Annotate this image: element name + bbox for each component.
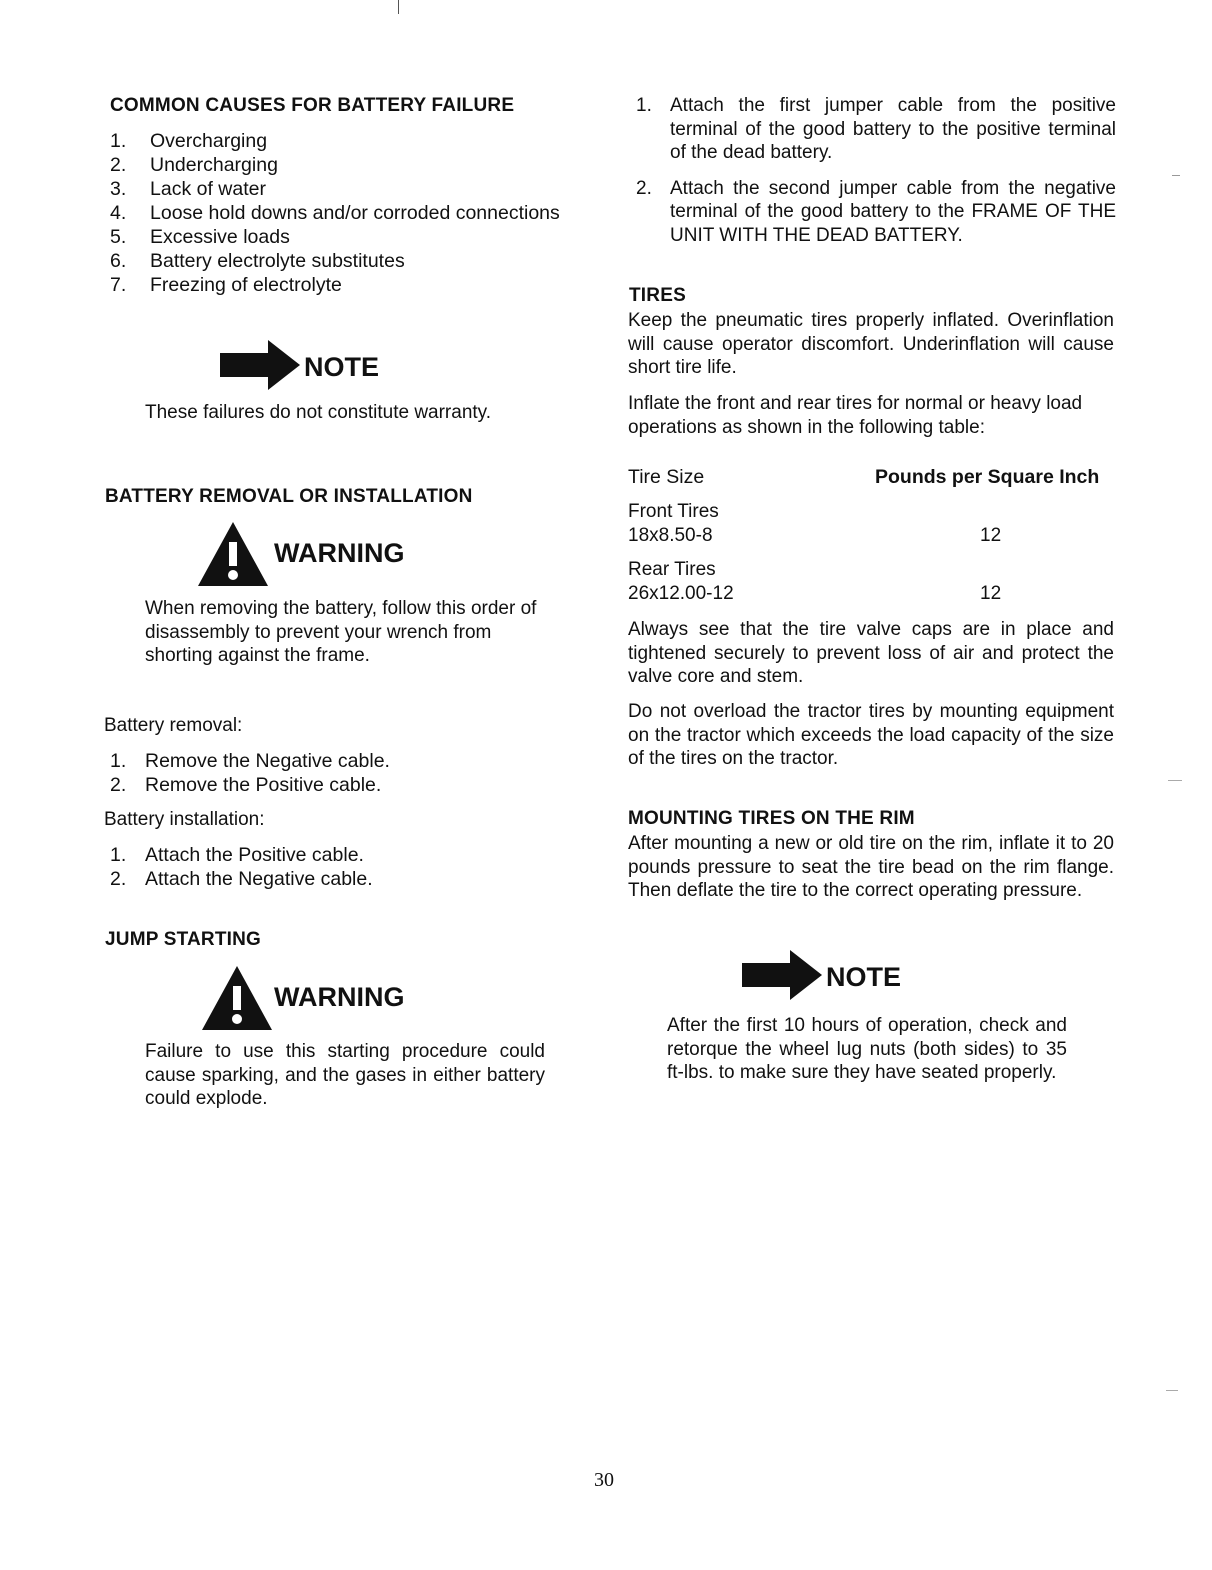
note-text: After the first 10 hours of operation, check and retorque the wheel lug nuts (both sides) to 35 ft-lbs. to make sure they have seated properly. bbox=[667, 1015, 1067, 1083]
list-item: 2. Remove the Positive cable. bbox=[110, 774, 382, 796]
warning-callout bbox=[196, 520, 405, 593]
list-item: 7. Freezing of electrolyte bbox=[110, 274, 342, 296]
mounting-text: After mounting a new or old tire on the rim, inflate it to 20 pounds pressure to seat the tire bead on the rim flange. Then deflate the tire to the correct operating pressure. bbox=[628, 833, 1114, 901]
table-header bbox=[628, 466, 1118, 489]
table-row: Rear Tires bbox=[628, 559, 716, 580]
jump-heading: JUMP STARTING bbox=[105, 929, 262, 950]
removal-label: Battery removal: bbox=[104, 715, 243, 736]
jump-steps bbox=[636, 94, 1116, 259]
mounting-heading: MOUNTING TIRES ON THE RIM bbox=[628, 808, 915, 829]
list-item: 5. Excessive loads bbox=[110, 226, 290, 248]
note-text: These failures do not constitute warranty. bbox=[145, 402, 492, 423]
warning-label: WARNING bbox=[274, 982, 405, 1012]
note-label: NOTE bbox=[826, 962, 902, 992]
list-item: 2. Attach the second jumper cable from the negative terminal of the good battery to the FRAME OF THE UNIT WITH THE DEAD BATTERY. bbox=[636, 177, 1116, 246]
causes-heading: COMMON CAUSES FOR BATTERY FAILURE bbox=[110, 95, 515, 116]
warning-triangle-icon bbox=[200, 964, 274, 1037]
tires-paragraph: Do not overload the tractor tires by mounting equipment on the tractor which exceeds the load capacity of the size of the tires on the tractor. bbox=[628, 701, 1114, 769]
scan-mark bbox=[1172, 175, 1180, 176]
warning-callout bbox=[200, 964, 405, 1037]
warning-label: WARNING bbox=[274, 538, 405, 568]
tires-paragraph: Inflate the front and rear tires for normal or heavy load operations as shown in the following table: bbox=[628, 393, 1083, 438]
list-item: 6. Battery electrolyte substitutes bbox=[110, 250, 405, 272]
list-item: 1. Attach the first jumper cable from the positive terminal of the good battery to the positive terminal of the dead battery. bbox=[636, 95, 1116, 163]
list-item: 1. Remove the Negative cable. bbox=[110, 750, 390, 772]
warning-text: When removing the battery, follow this order of disassembly to prevent your wrench from shorting against the frame. bbox=[145, 598, 537, 666]
table-row: Front Tires bbox=[628, 501, 719, 522]
table-row: 26x12.00-12 12 bbox=[628, 582, 1002, 604]
scan-mark bbox=[398, 0, 399, 14]
tires-heading: TIRES bbox=[629, 285, 686, 306]
column-header: Tire Size bbox=[628, 466, 705, 488]
note-label: NOTE bbox=[304, 352, 380, 382]
list-item: 1. Overcharging bbox=[110, 130, 268, 152]
tire-table bbox=[628, 466, 1118, 605]
warning-text: Failure to use this starting procedure could cause sparking, and the gases in either battery could explode. bbox=[145, 1041, 545, 1109]
note-callout bbox=[742, 950, 901, 1005]
warning-triangle-icon bbox=[196, 520, 270, 593]
table-row: 18x8.50-8 12 bbox=[628, 524, 1002, 546]
tires-paragraph: Keep the pneumatic tires properly inflated. Overinflation will cause operator discomfort. Underinflation will cause short tire life. bbox=[628, 310, 1114, 378]
right-arrow-icon bbox=[220, 340, 300, 395]
list-item: 4. Loose hold downs and/or corroded connections bbox=[110, 202, 560, 224]
installation-steps bbox=[110, 843, 530, 891]
tires-paragraph: Always see that the tire valve caps are in place and tightened securely to prevent loss of air and protect the valve core and stem. bbox=[628, 619, 1114, 687]
column-header: Pounds per Square Inch bbox=[875, 466, 1100, 488]
scan-mark bbox=[1168, 780, 1182, 781]
removal-heading: BATTERY REMOVAL OR INSTALLATION bbox=[105, 486, 473, 507]
scan-mark bbox=[1166, 1390, 1178, 1391]
removal-steps bbox=[110, 749, 530, 797]
right-arrow-icon bbox=[742, 950, 822, 1005]
page-number: 30 bbox=[594, 1469, 614, 1491]
installation-label: Battery installation: bbox=[104, 809, 265, 830]
list-item: 1. Attach the Positive cable. bbox=[110, 844, 364, 866]
list-item: 2. Undercharging bbox=[110, 154, 278, 176]
note-callout bbox=[220, 340, 379, 395]
list-item: 3. Lack of water bbox=[110, 178, 266, 200]
causes-list bbox=[110, 129, 580, 297]
list-item: 2. Attach the Negative cable. bbox=[110, 868, 373, 890]
